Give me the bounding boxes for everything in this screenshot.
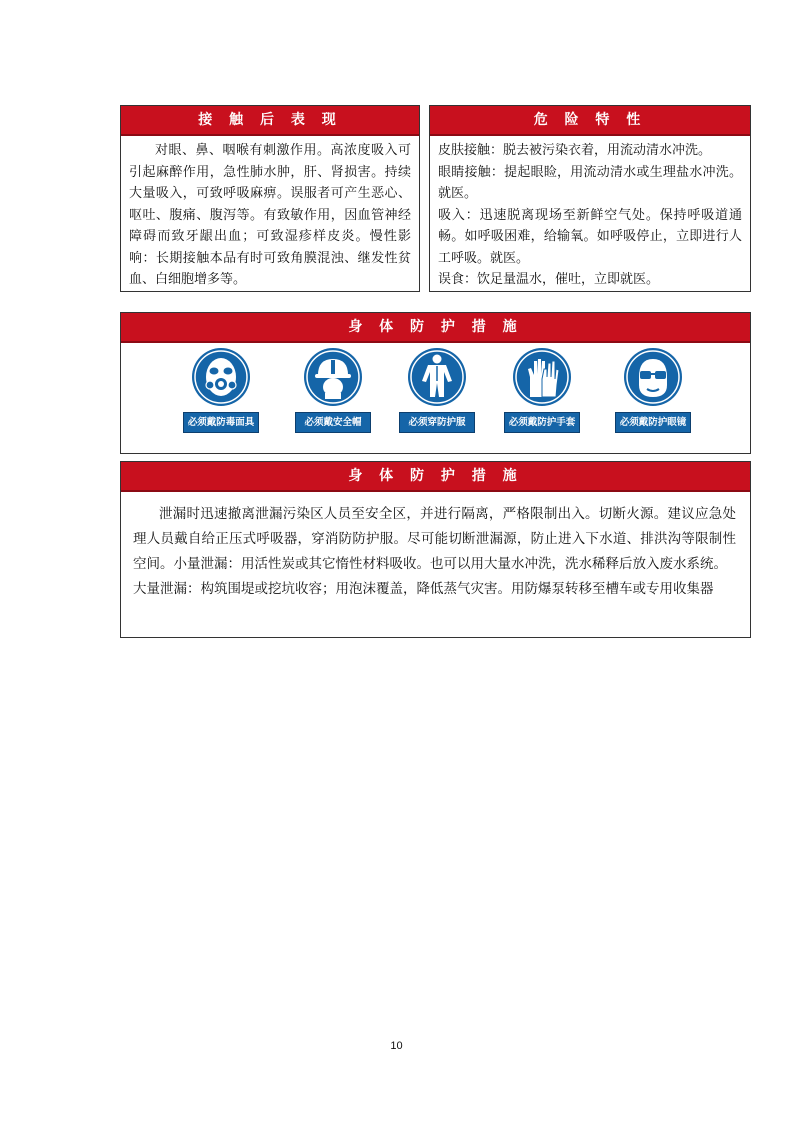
ppe-signs-row	[121, 347, 750, 447]
ppe-title: 身 体 防 护 措 施	[121, 313, 750, 343]
leak-response-body	[121, 492, 750, 602]
helmet-icon	[303, 347, 363, 407]
contact-symptoms-body	[121, 136, 419, 291]
hazard-line-eyes: 眼睛接触：提起眼睑，用流动清水或生理盐水冲洗。就医。	[438, 164, 742, 201]
ppe-sign-gloves	[504, 347, 580, 433]
hazard-body	[430, 136, 750, 291]
ppe-label-helmet: 必须戴安全帽	[295, 412, 371, 433]
ppe-panel	[120, 312, 751, 454]
gloves-icon	[512, 347, 572, 407]
goggles-icon	[623, 347, 683, 407]
hazard-line-inhalation: 吸入：迅速脱离现场至新鲜空气处。保持呼吸道通畅。如呼吸困难，给输氧。如呼吸停止，立即进行人工呼吸。就医。	[438, 207, 742, 266]
ppe-label-suit: 必须穿防护服	[399, 412, 475, 433]
ppe-sign-suit	[399, 347, 475, 433]
page-number: 10	[390, 1040, 403, 1052]
ppe-label-gloves: 必须戴防护手套	[504, 412, 580, 433]
hazard-panel	[429, 105, 751, 292]
contact-symptoms-title: 接 触 后 表 现	[121, 106, 419, 136]
protective-suit-icon	[407, 347, 467, 407]
hazard-title: 危 险 特 性	[430, 106, 750, 136]
ppe-sign-helmet	[295, 347, 371, 433]
ppe-label-goggles: 必须戴防护眼镜	[615, 412, 691, 433]
hazard-line-skin: 皮肤接触：脱去被污染衣着，用流动清水冲洗。	[438, 143, 712, 158]
leak-response-paragraph: 泄漏时迅速撤离泄漏污染区人员至安全区，并进行隔离，严格限制出入。切断火源。建议应急处理人员戴自给正压式呼吸器，穿消防防护服。尽可能切断泄漏源，防止进入下水道、排洪沟等限制性空间。小量泄漏：用活性炭或其它惰性材料吸收。也可以用大量水冲洗，洗水稀释后放入废水系统。	[133, 506, 736, 572]
leak-response-title: 身 体 防 护 措 施	[121, 462, 750, 492]
ppe-sign-gas-mask	[183, 347, 259, 433]
ppe-sign-goggles	[615, 347, 691, 433]
contact-symptoms-panel	[120, 105, 420, 292]
ppe-label-gas-mask: 必须戴防毒面具	[183, 412, 259, 433]
leak-response-panel	[120, 461, 751, 638]
contact-symptoms-text: 对眼、鼻、咽喉有刺激作用。高浓度吸入可引起麻醉作用，急性肺水肿，肝、肾损害。持续大量吸入，可致呼吸麻痹。误服者可产生恶心、呕吐、腹痛、腹泻等。有致敏作用，因血管神经障碍而致牙龈出血；可致湿疹样皮炎。慢性影响：长期接触本品有时可致角膜混浊、继发性贫血、白细胞增多等。	[129, 143, 411, 287]
gas-mask-icon	[191, 347, 251, 407]
hazard-line-ingestion: 误食：饮足量温水，催吐，立即就医。	[438, 272, 660, 287]
leak-response-large-spill: 大量泄漏：构筑围堤或挖坑收容；用泡沫覆盖，降低蒸气灾害。用防爆泵转移至槽车或专用收集器	[133, 581, 714, 597]
